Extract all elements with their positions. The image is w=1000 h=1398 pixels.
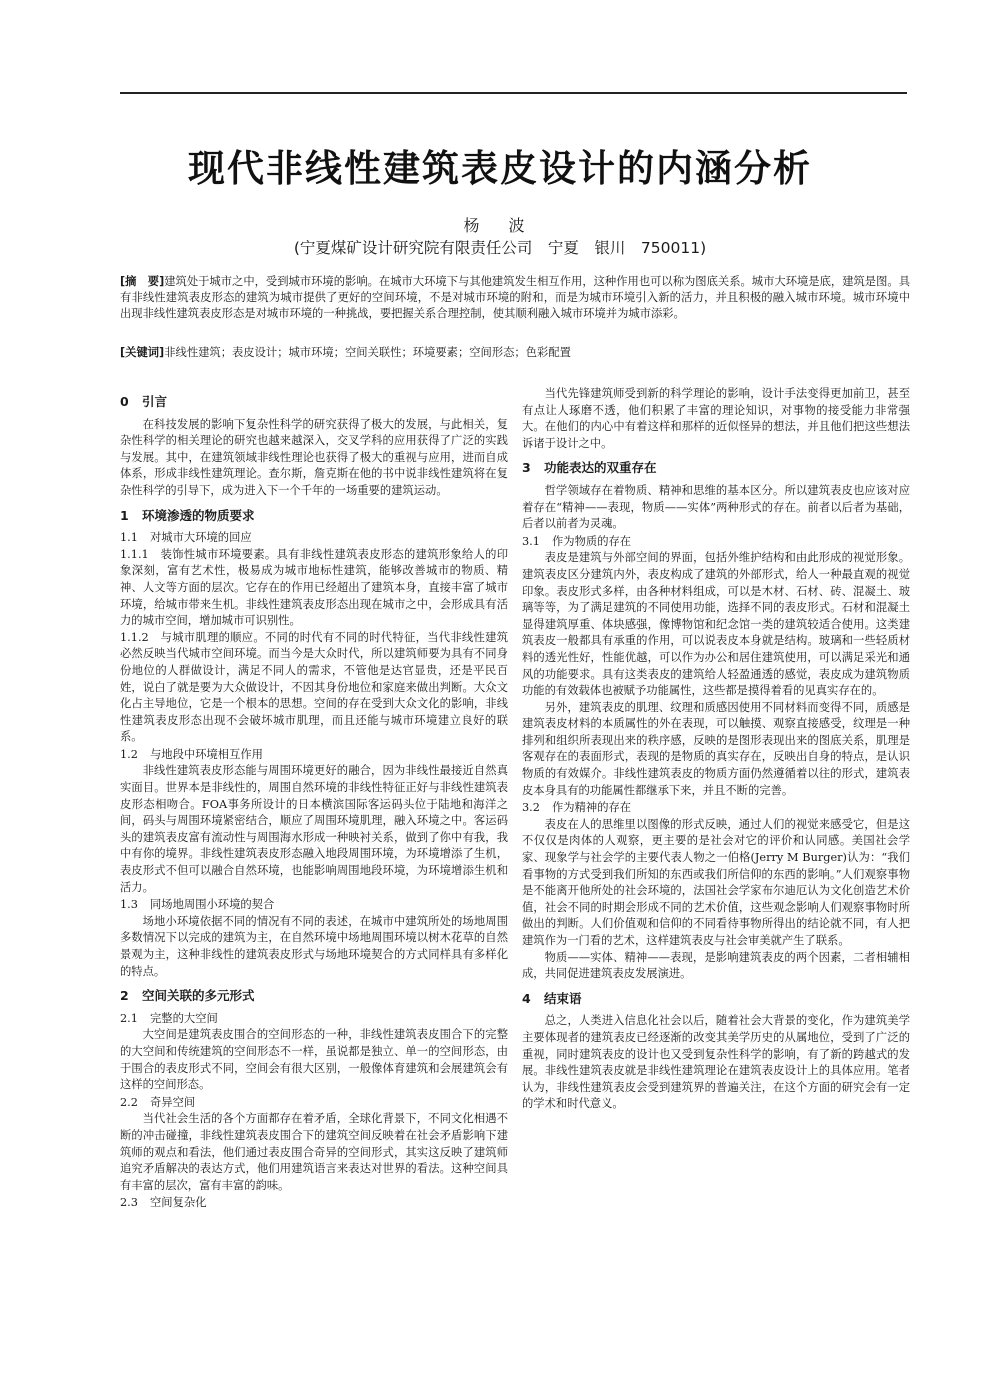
subsection-heading: 2.3 空间复杂化 [120, 1196, 207, 1210]
paragraph: 物质——实体、精神——表现，是影响建筑表皮的两个因素，二者相辅相成，共同促进建筑表皮发展演进。 [522, 950, 910, 981]
keywords-label: [关键词] [120, 346, 165, 359]
paragraph: 另外，建筑表皮的肌理、纹理和质感因使用不同材料而变得不同，质感是建筑表皮材料的本质属性的外在表现，可以触摸、观察直接感受，纹理是一种排列和组织所表现出来的秩序感，反映的是图形表现出来的图底关系，肌理是客观存在的表面形式，表现的是物质的真实存在，反映出自身的特点，是认识物质的有效媒介。非线性建筑表皮的物质方面仍然遵循着以往的形式，建筑表皮本身具有的功能属性都继承下来，并且不断的完善。 [522, 700, 910, 797]
paragraph: 非线性建筑表皮形态能与周围环境更好的融合，因为非线性最接近自然真实面目。世界本是非线性的，周围自然环境的非线性特征正好与非线性建筑表皮形态相吻合。FOA事务所设计的日本横滨国际客运码头位于陆地和海洋之间，码头与周围环境紧密结合，顺应了周围环境肌理，融入环境之中。客运码头的建筑表皮富有流动性与周围海水形成一种映衬关系，做到了你中有我，我中有你的境界。非线性建筑表皮形态融入地段周围环境，为环境增添了生机，表皮形式不但可以融合自然环境，也能影响周围地段环境，为环境增添生机和活力。 [120, 764, 508, 894]
subsection-heading: 3.2 作为精神的存在 [522, 801, 632, 815]
paper-author: 杨 波 [463, 216, 537, 235]
paragraph: 1.1.2 与城市肌理的顺应。不同的时代有不同的时代特征，当代非线性建筑必然反映当代城市空间环境。而当今是大众时代，所以建筑师要为具有不同身份地位的人群做设计，满足不同人的需求，不管他是达官显贵，还是平民百姓，说白了就是要为大众做设计，不因其身份地位和家庭来做出判断。大众文化占主导地位，它是一个根本的思想。空间的存在受到大众文化的影响，非线性建筑表皮形态出现不会破坏城市肌理，而且还能与城市环境建立良好的联系。 [120, 630, 508, 744]
paragraph: 大空间是建筑表皮围合的空间形态的一种，非线性建筑表皮围合下的完整的大空间和传统建筑的空间形态不一样，虽说都是独立、单一的空间形态，由于围合的表皮形式不同，空间会有很大区别，一般像体育建筑和会展建筑会有这样的空间形态。 [120, 1028, 508, 1092]
paper-affiliation: (宁夏煤矿设计研究院有限责任公司 宁夏 银川 750011) [293, 239, 707, 257]
section-heading: 2 空间关联的多元形式 [120, 988, 255, 1004]
header-rule [120, 92, 907, 94]
abstract [120, 274, 910, 322]
paragraph: 场地小环境依据不同的情况有不同的表述，在城市中建筑所处的场地周围多数情况下以完成的建筑为主，在自然环境中场地周围环境以树木花草的自然景观为主，这种非线性的建筑表皮形式与场地环境契合的方式同样具有多样化的特点。 [120, 914, 508, 978]
paragraph: 1.1.1 装饰性城市环境要素。具有非线性建筑表皮形态的建筑形象给人的印象深刻，富有艺术性，极易成为城市地标性建筑，能够改善城市的物质、精神、人文等方面的层次。它存在的作用已经超出了建筑本身，直接丰富了城市环境，给城市带来生机。非线性建筑表皮形态出现在城市之中，会形成具有活力的城市空间，增加城市可识别性。 [120, 547, 508, 628]
subsection-heading: 2.1 完整的大空间 [120, 1011, 218, 1025]
paragraph: 在科技发展的影响下复杂性科学的研究获得了极大的发展，与此相关，复杂性科学的相关理论的研究也越来越深入，交叉学科的应用获得了广泛的实践与发展。其中，在建筑领域非线性理论也获得了极大的重视与应用，进而自成体系，形成非线性建筑理论。查尔斯，詹克斯在他的书中说非线性建筑将在复杂性科学的引导下，成为进入下一个千年的一场重要的建筑运动。 [120, 417, 508, 497]
keywords [120, 345, 910, 361]
subsection-heading: 1.2 与地段中环境相互作用 [120, 747, 263, 761]
section-heading: 0 引言 [120, 394, 168, 409]
subsection-heading: 2.2 奇异空间 [120, 1095, 196, 1109]
right-column [522, 386, 910, 1113]
section-heading: 1 环境渗透的物质要求 [120, 507, 255, 523]
abstract-label: [摘 要] [120, 275, 165, 288]
section-heading: 3 功能表达的双重存在 [522, 460, 657, 476]
paragraph: 当代社会生活的各个方面都存在着矛盾，全球化背景下，不同文化相遇不断的冲击碰撞，非线性建筑表皮围合下的建筑空间反映着在社会矛盾影响下建筑师的观点和看法，他们通过表皮围合奇异的空间形式，其实这反映了建筑师追究矛盾解决的表达方式，他们用建筑语言来表达对世界的看法。这种空间具有丰富的层次，富有丰富的韵味。 [120, 1112, 508, 1192]
subsection-heading: 3.1 作为物质的存在 [522, 534, 632, 548]
keywords-text: 非线性建筑；表皮设计；城市环境；空间关联性；环境要素；空间形态；色彩配置 [164, 346, 571, 359]
paragraph: 表皮在人的思维里以图像的形式反映，通过人们的视觉来感受它，但是这不仅仅是肉体的人观察，更主要的是社会对它的评价和认同感。美国社会学家、现象学与社会学的主要代表人物之一伯格(Jerry M Burger)认为：“我们看事物的方式受到我们所知的东西或我们所信仰的东西的影响。”人们观察事物是不能离开他所处的社会环境的，法国社会学家布尔迪厄认为文化创造艺术价值，社会不同的时期会形成不同的艺术价值，这些观念影响人们观察事物时所做出的判断。人们价值观和信仰的不同看待事物所得出的结论就不同，有人把建筑作为一门看的艺术，这样建筑表皮与社会审美就产生了联系。 [522, 817, 910, 947]
subsection-heading: 1.3 同场地周围小环境的契合 [120, 898, 275, 912]
paragraph: 表皮是建筑与外部空间的界面，包括外维护结构和由此形成的视觉形象。建筑表皮区分建筑内外，表皮构成了建筑的外部形式，给人一种最直观的视觉印象。表皮形式多样，由各种材料组成，可以是木材、石材、砖、混凝土、玻璃等等，为了满足建筑的不同使用功能，选择不同的表皮形式。石材和混凝土显得建筑厚重、体块感强，像博物馆和纪念馆一类的建筑较适合使用。这类建筑表皮一般都具有承重的作用，可以说表皮本身就是结构。玻璃和一些轻质材料的透光性好，性能优越，可以作为办公和居住建筑使用，可以满足采光和通风的功能要求。具有这类表皮的建筑给人轻盈通透的感觉，表皮成为建筑物质功能的有效载体也被赋予功能属性，这些都是摸得着看的见真实存在的。 [522, 551, 910, 698]
paragraph: 当代先锋建筑师受到新的科学理论的影响，设计手法变得更加前卫，甚至有点让人琢磨不透，他们积累了丰富的理论知识，对事物的接受能力非常强大。在他们的内心中有着这样和那样的近似怪异的想法，并且他们把这些想法诉诸于设计之中。 [522, 387, 910, 450]
section-heading: 4 结束语 [522, 990, 582, 1006]
abstract-text: 建筑处于城市之中，受到城市环境的影响。在城市大环境下与其他建筑发生相互作用，这种作用也可以称为图底关系。城市大环境是底，建筑是图。具有非线性建筑表皮形态的建筑为城市提供了更好的空间环境，不是对城市环境的附和，而是为城市环境引入新的活力，并且积极的融入城市环境。城市环境中出现非线性建筑表皮形态是对城市环境的一种挑战，要把握关系合理控制，使其顺利融入城市环境并为城市添彩。 [120, 275, 910, 320]
paragraph: 哲学领域存在着物质、精神和思维的基本区分。所以建筑表皮也应该对应着存在“精神——表现，物质——实体”两种形式的存在。前者以后者为基础，后者以前者为灵魂。 [522, 483, 910, 531]
paragraph: 总之，人类进入信息化社会以后，随着社会大背景的变化，作为建筑美学主要体现者的建筑表皮已经逐渐的改变其美学历史的从属地位，受到了广泛的重视，同时建筑表皮的设计也又受到复杂性科学的影响，有了新的跨越式的发展。非线性建筑表皮就是非线性建筑理论在建筑表皮设计上的具体应用。笔者认为，非线性建筑表皮会受到建筑界的普遍关注，在这个方面的研究会有一定的学术和时代意义。 [522, 1014, 910, 1111]
left-column [120, 386, 508, 1212]
subsection-heading: 1.1 对城市大环境的回应 [120, 531, 252, 545]
paper-title: 现代非线性建筑表皮设计的内涵分析 [188, 147, 812, 190]
